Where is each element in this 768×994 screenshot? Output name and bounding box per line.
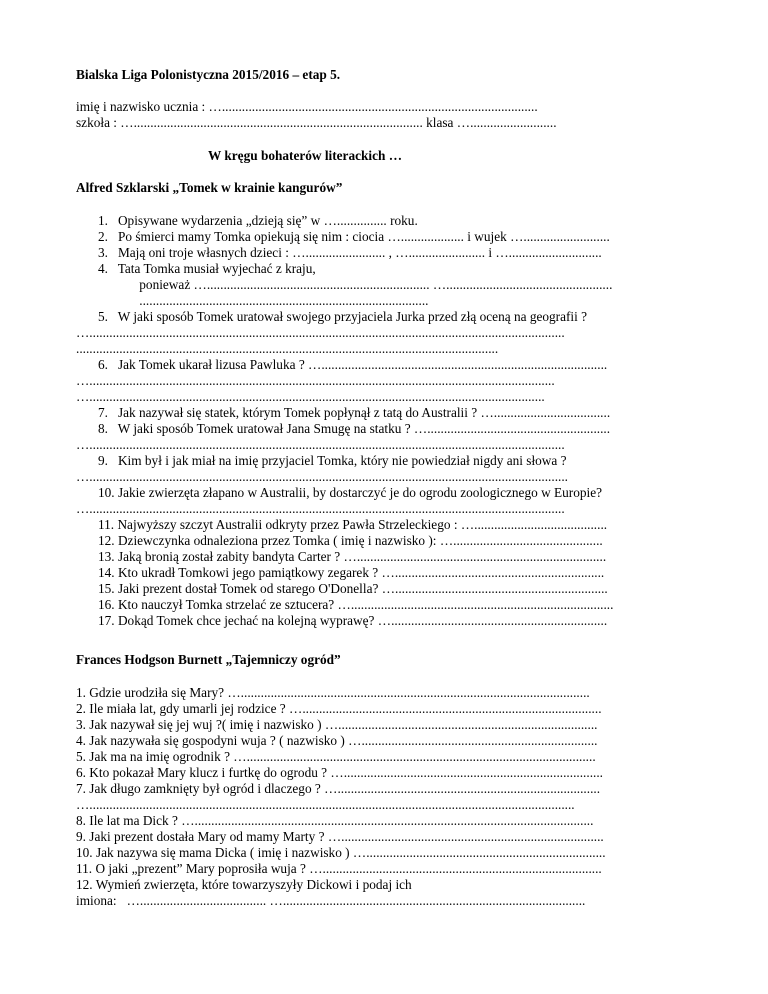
- part2-heading: Frances Hodgson Burnett „Tajemniczy ogród”: [76, 652, 341, 667]
- question-line: 13. Jaką bronią został zabity bandyta Carter ? …...........................................................................: [98, 549, 607, 564]
- question-line: 9. Jaki prezent dostała Mary od mamy Marty ? …...............................................................................: [76, 829, 604, 844]
- question-line: ponieważ …................................................................... …..................................................: [116, 277, 613, 292]
- question-line: …..................................................................................................................................................: [76, 797, 575, 812]
- question-line: 3. Mają oni troje własnych dzieci : …........................ , …....................... i …............................: [98, 245, 602, 260]
- question-line: 12. Wymień zwierzęta, które towarzyszyły Dickowi i podaj ich: [76, 877, 412, 892]
- section-heading: W kręgu bohaterów literackich …: [208, 148, 403, 163]
- question-line: 10. Jakie zwierzęta złapano w Australii, by dostarczyć je do ogrodu zoologicznego w Europie?: [98, 485, 602, 500]
- question-line: …................................................................................................................................................: [76, 469, 568, 484]
- question-line: ...............................................................................................................................: [76, 341, 499, 356]
- question-line: 7. Jak nazywał się statek, którym Tomek popłynął z tatą do Australii ? …...................................: [98, 405, 611, 420]
- question-line: 4. Tata Tomka musiał wyjechać z kraju,: [98, 261, 316, 276]
- question-line: 11. Najwyższy szczyt Australii odkryty przez Pawła Strzeleckiego : …........................................: [98, 517, 608, 532]
- question-line: 14. Kto ukradł Tomkowi jego pamiątkowy zegarek ? …...............................................................: [98, 565, 605, 580]
- question-line: 5. W jaki sposób Tomek uratował swojego przyjaciela Jurka przed złą oceną na geografii ?: [98, 309, 588, 324]
- question-line: 17. Dokąd Tomek chce jechać na kolejną wyprawę? ….................................................................: [98, 613, 608, 628]
- question-line: ….........................................................................................................................................: [76, 389, 545, 404]
- question-line: 16. Kto nauczył Tomka strzelać ze sztucera? …...............................................................................: [98, 597, 614, 612]
- question-line: 1. Opisywane wydarzenia „dzieją się” w …............... roku.: [98, 213, 418, 228]
- question-line: 4. Jak nazywała się gospodyni wuja ? ( nazwisko ) ….......................................................................: [76, 733, 598, 748]
- question-line: 1. Gdzie urodziła się Mary? ….........................................................................................................: [76, 685, 590, 700]
- question-line: 5. Jak ma na imię ogrodnik ? ….........................................................................................................: [76, 749, 596, 764]
- question-line: …...............................................................................................................................................: [76, 501, 565, 516]
- question-line: imiona: …...................................... …...........................................................................................: [76, 893, 586, 908]
- question-line: 2. Po śmierci mamy Tomka opiekują się nim : ciocia …................... i wujek …..........................: [98, 229, 610, 244]
- question-line: 6. Kto pokazał Mary klucz i furtkę do ogrodu ? …..............................................................................: [76, 765, 603, 780]
- part1-heading: Alfred Szklarski „Tomek w krainie kangurów”: [76, 180, 343, 195]
- question-line: 2. Ile miała lat, gdy umarli jej rodzice ? …..........................................................................................: [76, 701, 602, 716]
- question-line: …...............................................................................................................................................: [76, 437, 565, 452]
- question-line: 7. Jak długo zamknięty był ogród i dlaczego ? …...............................................................................: [76, 781, 601, 796]
- question-line: 8. W jaki sposób Tomek uratował Jana Smugę na statku ? ….......................................................: [98, 421, 611, 436]
- question-line: 3. Jak nazywał się jej wuj ?( imię i nazwisko ) …..............................................................................: [76, 717, 598, 732]
- question-line: 11. O jaki „prezent” Mary poprosiła wuja ? …....................................................................................: [76, 861, 602, 876]
- question-line: …...............................................................................................................................................: [76, 325, 565, 340]
- question-line: .......................................................................................: [116, 293, 429, 308]
- question-line: 12. Dziewczynka odnaleziona przez Tomka ( imię i nazwisko ): ….............................................: [98, 533, 603, 548]
- question-line: 9. Kim był i jak miał na imię przyjaciel Tomka, który nie powiedział nigdy ani słowa ?: [98, 453, 567, 468]
- student-name-field: imię i nazwisko ucznia : …...............................................................................................: [76, 99, 538, 114]
- worksheet-title: Bialska Liga Polonistyczna 2015/2016 – etap 5.: [76, 67, 341, 82]
- question-line: 10. Jak nazywa się mama Dicka ( imię i nazwisko ) …........................................................................: [76, 845, 606, 860]
- question-line: 15. Jaki prezent dostał Tomek od starego O'Donella? …................................................................: [98, 581, 608, 596]
- question-line: …............................................................................................................................................: [76, 373, 555, 388]
- school-class-field: szkoła : …....................................................................................... klasa …..........................: [76, 115, 557, 130]
- question-line: 6. Jak Tomek ukarał lizusa Pawluka ? …......................................................................................: [98, 357, 608, 372]
- question-line: 8. Ile lat ma Dick ? …........................................................................................................................: [76, 813, 594, 828]
